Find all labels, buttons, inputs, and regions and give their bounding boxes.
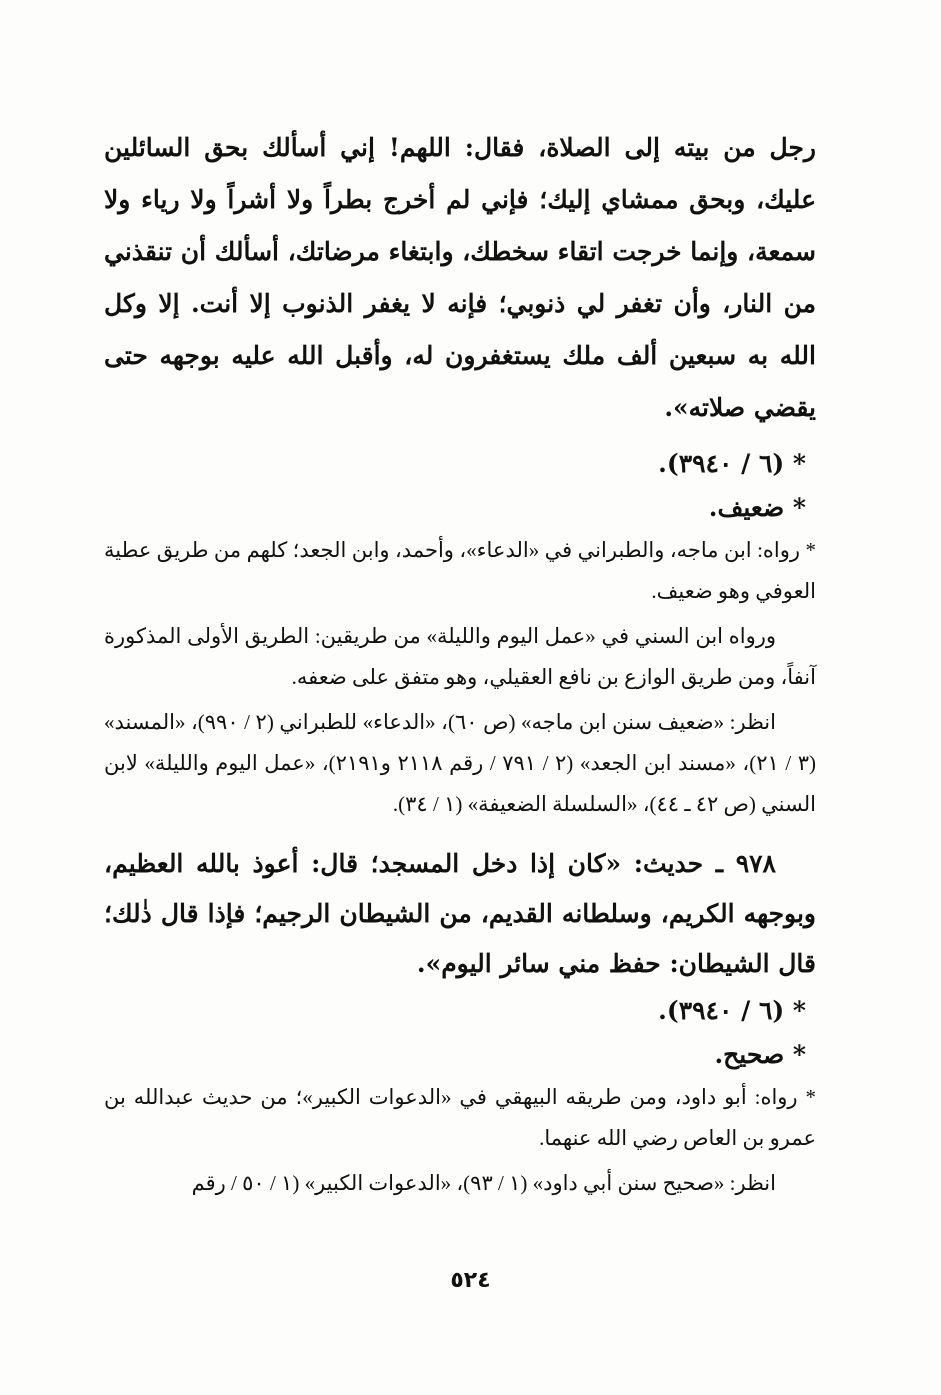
grade-line: * ضعيف. [708,493,806,522]
page-number: ٥٢٤ [450,1268,491,1293]
narration-note: ورواه ابن السني في «عمل اليوم والليلة» من طريقين: الطريق الأولى المذكورة آنفاً، ومن طريق الوازع بن نافع العقيلي، وهو متفق على ضعفه. [104,624,816,689]
reference-line: * (٦ / ٣٩٤٠). [658,996,806,1025]
hadith-continuation-text: رجل من بيته إلى الصلاة، فقال: اللهم! إني أسألك بحق السائلين عليك، وبحق ممشاي إليك؛ فإني لم أخرج بطراً ولا أشراً ولا رياء ولا سمعة، وإنما خرجت اتقاء سخطك، وابتغاء مرضاتك، أسألك أن تنقذني من النار، وأن تغفر لي ذنوبي؛ فإنه لا يغفر الذنوب إلا أنت. إلا وكل الله به سبعين ألف ملك يستغفرون له، وأقبل الله عليه بوجهه حتى يقضي صلاته». [104,133,816,422]
sources-note: انظر: «صحيح سنن أبي داود» (١ / ٩٣)، «الدعوات الكبير» (١ / ٥٠ / رقم [191,1171,776,1195]
sources-note: انظر: «ضعيف سنن ابن ماجه» (ص ٦٠)، «الدعاء» للطبراني (٢ / ٩٩٠)، «المسند» (٣ / ٢١)، «مسند ابن الجعد» (٢ / ٧٩١ / رقم ٢١١٨ و٢١٩١)، «عمل اليوم والليلة» لابن السني (ص ٤٢ ـ ٤٤)، «السلسلة الضعيفة» (١ / ٣٤). [104,710,816,816]
grade-line: * صحيح. [714,1040,806,1069]
narration-note: * رواه: ابن ماجه، والطبراني في «الدعاء»، وأحمد، وابن الجعد؛ كلهم من طريق عطية العوفي وهو ضعيف. [104,538,816,603]
page-content [104,122,816,1204]
reference-line: * (٦ / ٣٩٤٠). [658,449,806,478]
hadith-978-text: ٩٧٨ ـ حديث: «كان إذا دخل المسجد؛ قال: أعوذ بالله العظيم، وبوجهه الكريم، وسلطانه القديم، من الشيطان الرجيم؛ فإذا قال ذٰلك؛ قال الشيطان: حفظ مني سائر اليوم». [104,849,816,978]
narration-note: * رواه: أبو داود، ومن طريقه البيهقي في «الدعوات الكبير»؛ من حديث عبدالله بن عمرو بن العاص رضي الله عنهما. [104,1085,816,1150]
